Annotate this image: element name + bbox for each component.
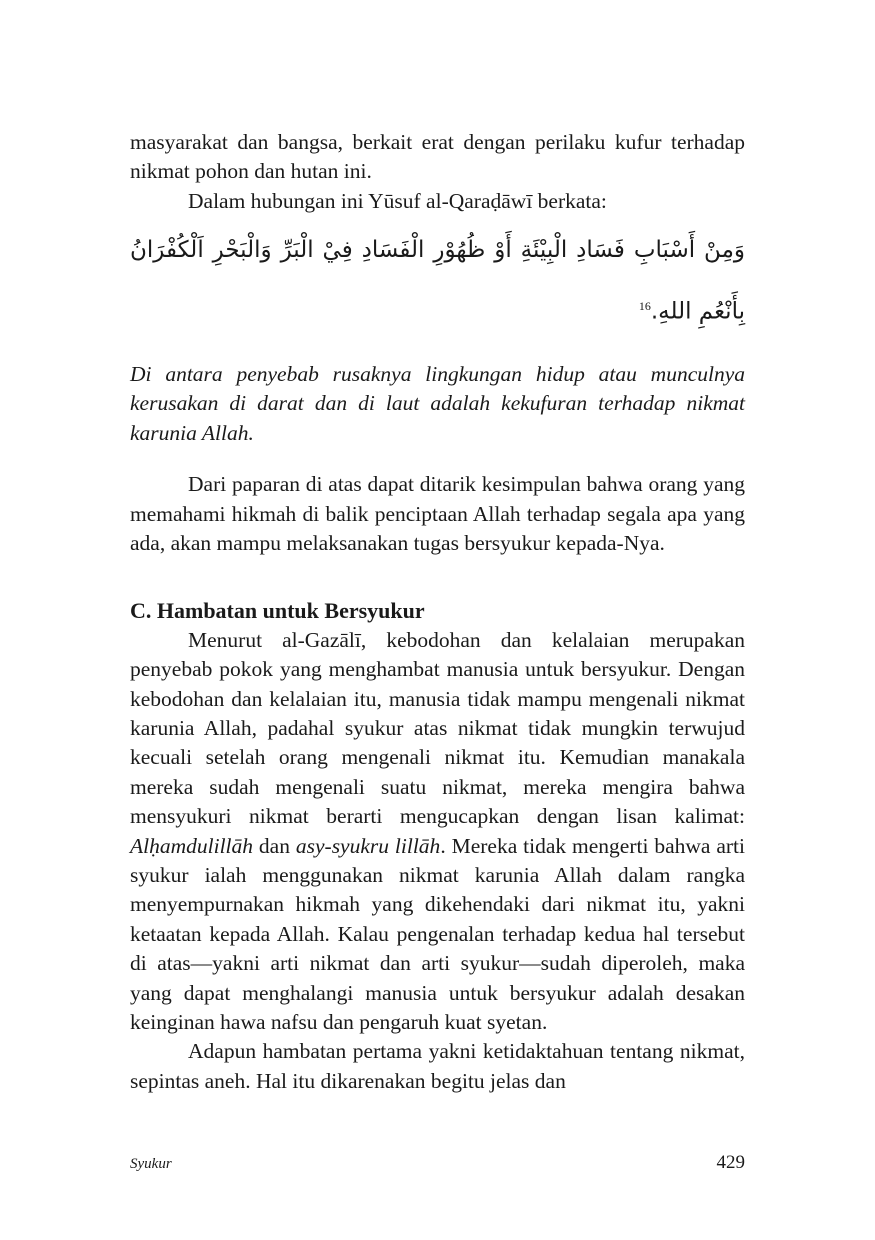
page-footer — [130, 1152, 745, 1174]
text-run: dan — [253, 833, 296, 858]
page-body — [130, 128, 745, 1096]
footnote-ref: 16 — [638, 299, 651, 314]
page-number: 429 — [716, 1152, 745, 1173]
arabic-quote — [130, 222, 745, 340]
paragraph-gazali — [130, 626, 745, 1038]
section-heading: C. Hambatan untuk Bersyukur — [130, 598, 425, 624]
paragraph-first-obstacle: Adapun hambatan pertama yakni ketidaktahuan tentang nikmat, sepintas aneh. Hal itu dikarenakan begitu jelas dan — [130, 1039, 745, 1093]
arabic-text: وَمِنْ أَسْبَابِ فَسَادِ الْبِيْئَةِ أَوْ ظُهُوْرِ الْفَسَادِ فِيْ الْبَرِّ وَالْبَحْرِ اَلْكُفْرَانُ بِأَنْعُمِ اللهِ. — [130, 237, 745, 325]
paragraph-intro-quote: Dalam hubungan ini Yūsuf al-Qaraḍāwī berkata: — [188, 188, 607, 213]
text-run: Menurut al-Gazālī, kebodohan dan kelalaian merupakan penyebab pokok yang menghambat manusia untuk bersyukur. Dengan kebodohan dan kelalaian itu, manusia tidak mampu mengenali nikmat karunia Allah, padahal syukur atas nikmat tidak mungkin terwujud kecuali setelah orang mengenali nikmat itu. Kemudian manakala mereka sudah mengenali suatu nikmat, mereka mengira bahwa mensyukuri nikmat berarti mengucapkan dengan lisan kalimat: — [130, 627, 745, 829]
paragraph-continued: masyarakat dan bangsa, berkait erat dengan perilaku kufur terhadap nikmat pohon dan hutan ini. — [130, 130, 745, 184]
text-run: . Mereka tidak mengerti bahwa arti syukur ialah menggunakan nikmat karunia Allah dalam rangka menyempurnakan hikmah yang dikehendaki dari nikmat itu, yakni ketaatan kepada Allah. Kalau pengenalan terhadap kedua hal tersebut di atas—yakni arti nikmat dan arti syukur—sudah diperoleh, maka yang dapat menghalangi manusia untuk bersyukur adalah desakan keinginan hawa nafsu dan pengaruh kuat syetan. — [130, 833, 745, 1034]
translation: Di antara penyebab rusaknya lingkungan hidup atau munculnya kerusakan di darat dan di laut adalah kekufuran terhadap nikmat karunia Allah. — [130, 361, 745, 445]
italic-term: asy-syukru lillāh — [295, 833, 441, 858]
paragraph-conclusion: Dari paparan di atas dapat ditarik kesimpulan bahwa orang yang memahami hikmah di balik penciptaan Allah terhadap segala apa yang ada, akan mampu melaksanakan tugas bersyukur kepada-Nya. — [130, 472, 745, 555]
running-title: Syukur — [130, 1156, 172, 1172]
italic-term: Alḥamdulillāh — [130, 833, 254, 858]
